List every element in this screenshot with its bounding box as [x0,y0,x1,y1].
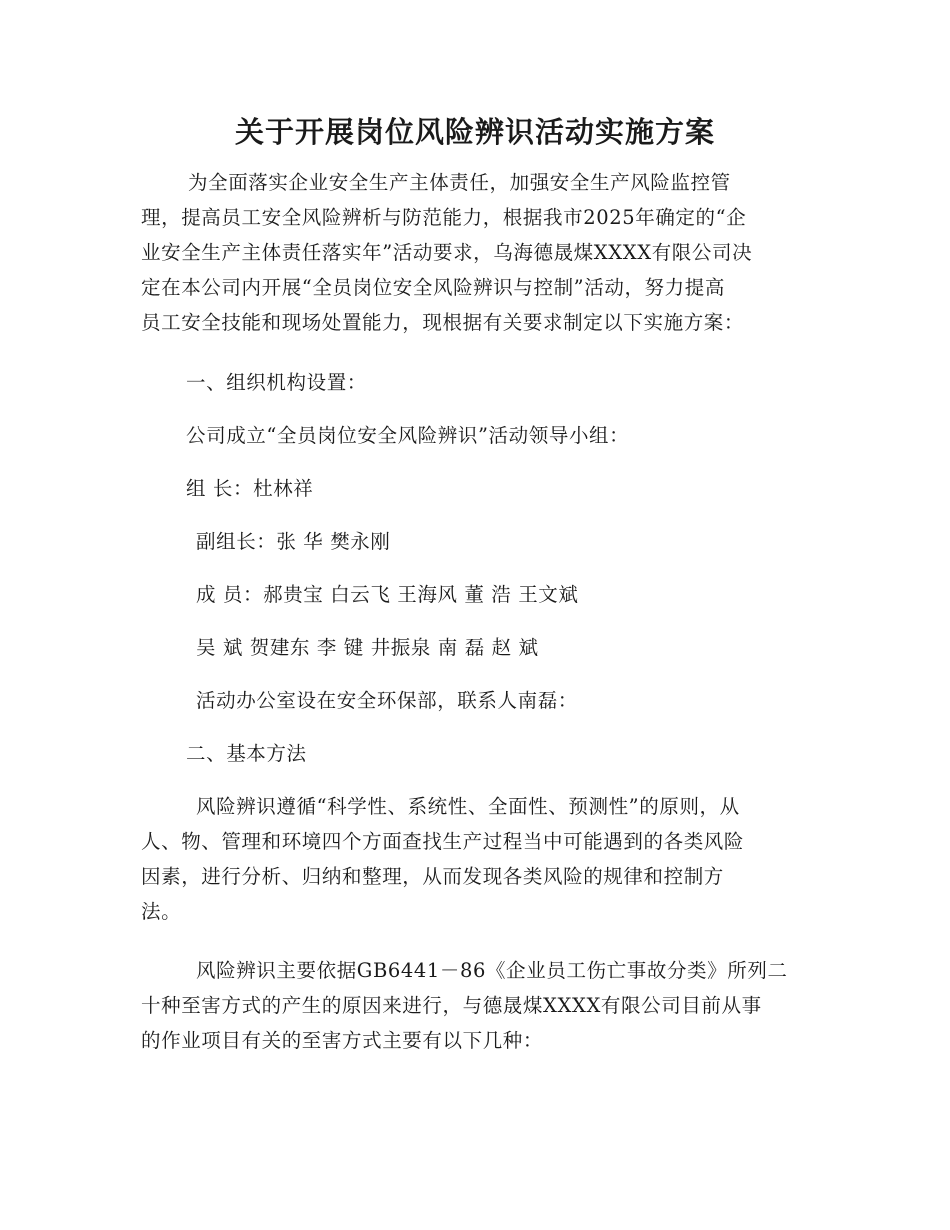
method-para1-line-1: 风险辨识遵循“科学性、系统性、全面性、预测性”的原则，从 [196,795,740,818]
members-line-2: 吴 斌 贺建东 李 键 井振泉 南 磊 赵 斌 [196,636,539,659]
intro-line-5: 员工安全技能和现场处置能力，现根据有关要求制定以下实施方案： [141,311,745,334]
method-para2-line-1: 风险辨识主要依据GB6441－86《企业员工伤亡事故分类》所列二 [196,959,788,982]
intro-line-4: 定在本公司内开展“全员岗位安全风险辨识与控制”活动，努力提高 [141,276,725,299]
method-para2-line-3: 的作业项目有关的至害方式主要有以下几种： [141,1029,544,1052]
group-leader: 组 长：杜林祥 [186,477,314,500]
deputy-leaders: 副组长：张 华 樊永刚 [196,530,391,553]
method-para1-line-3: 因素，进行分析、归纳和整理，从而发现各类风险的规律和控制方 [141,865,724,888]
members-line-1: 成 员：郝贵宝 白云飞 王海风 董 浩 王文斌 [196,583,579,606]
leadership-group-intro: 公司成立“全员岗位安全风险辨识”活动领导小组： [186,424,630,447]
method-para2-line-2: 十种至害方式的产生的原因来进行，与德晟煤XXXX有限公司目前从事 [141,994,762,1017]
document-title: 关于开展岗位风险辨识活动实施方案 [234,115,715,149]
intro-line-3: 业安全生产主体责任落实年”活动要求，乌海德晟煤XXXX有限公司决 [141,241,753,264]
activity-office: 活动办公室设在安全环保部，联系人南磊： [196,689,578,712]
section1-heading: 一、组织机构设置： [186,371,367,394]
section2-heading: 二、基本方法 [186,742,307,765]
method-para1-line-2: 人、物、管理和环境四个方面查找生产过程当中可能遇到的各类风险 [141,830,745,853]
method-para1-line-4: 法。 [141,900,182,923]
intro-line-1: 为全面落实企业安全生产主体责任，加强安全生产风险监控管 [188,171,731,194]
intro-line-2: 理，提高员工安全风险辨析与防范能力，根据我市2025年确定的“企 [141,206,747,229]
